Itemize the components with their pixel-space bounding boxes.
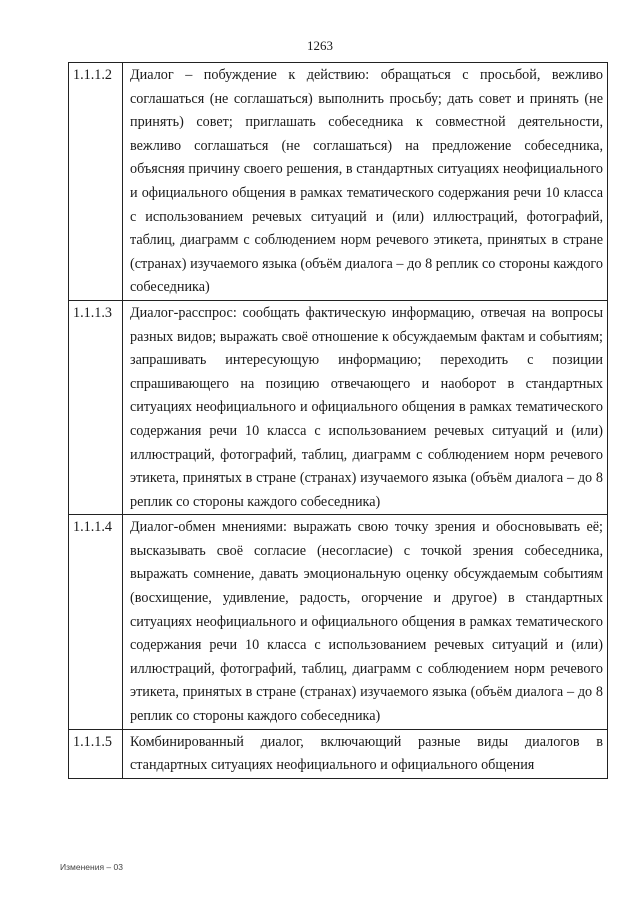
content-table xyxy=(68,62,608,779)
row-number: 1.1.1.2 xyxy=(69,63,123,301)
row-text: Диалог – побуждение к действию: обращаться с просьбой, вежливо соглашаться (не соглашаться) выполнить просьбу; дать совет и принять (не принять) совет; приглашать собеседника к совместной деятельности, вежливо соглашаться (не соглашаться) на предложение собеседника, объясняя причину своего решения, в стандартных ситуациях неофициального и официального общения в рамках тематического содержания речи 10 класса с использованием речевых ситуаций и (или) иллюстраций, фотографий, таблиц, диаграмм с соблюдением норм речевого этикета, принятых в стране (странах) изучаемого языка (объём диалога – до 8 реплик со стороны каждого собеседника) xyxy=(123,63,608,301)
table-row xyxy=(69,515,608,729)
row-text: Диалог-расспрос: сообщать фактическую информацию, отвечая на вопросы разных видов; выражать своё отношение к обсуждаемым фактам и событиям; запрашивать интересующую информацию; переходить с позиции спрашивающего на позицию отвечающего и наоборот в стандартных ситуациях неофициального и официального общения в рамках тематического содержания речи 10 класса с использованием речевых ситуаций и (или) иллюстраций, фотографий, таблиц, диаграмм с соблюдением норм речевого этикета, принятых в стране (странах) изучаемого языка (объём диалога – до 8 реплик со стороны каждого собеседника) xyxy=(123,300,608,514)
table-row xyxy=(69,63,608,301)
page-number: 1263 xyxy=(307,38,333,53)
row-text: Комбинированный диалог, включающий разные виды диалогов в стандартных ситуациях неофициального и официального общения xyxy=(123,729,608,778)
row-number: 1.1.1.5 xyxy=(69,729,123,778)
row-number: 1.1.1.4 xyxy=(69,515,123,729)
table-row xyxy=(69,300,608,514)
row-text: Диалог-обмен мнениями: выражать свою точку зрения и обосновывать её; высказывать своё согласие (несогласие) с точкой зрения собеседника, выражать сомнение, давать эмоциональную оценку обсуждаемым событиям (восхищение, удивление, радость, огорчение и другое) в стандартных ситуациях неофициального и официального общения в рамках тематического содержания речи 10 класса с использованием речевых ситуаций и (или) иллюстраций, фотографий, таблиц, диаграмм с соблюдением норм речевого этикета, принятых в стране (странах) изучаемого языка (объём диалога – до 8 реплик со стороны каждого собеседника) xyxy=(123,515,608,729)
table-row xyxy=(69,729,608,778)
row-number: 1.1.1.3 xyxy=(69,300,123,514)
footer-note: Изменения – 03 xyxy=(60,862,123,872)
